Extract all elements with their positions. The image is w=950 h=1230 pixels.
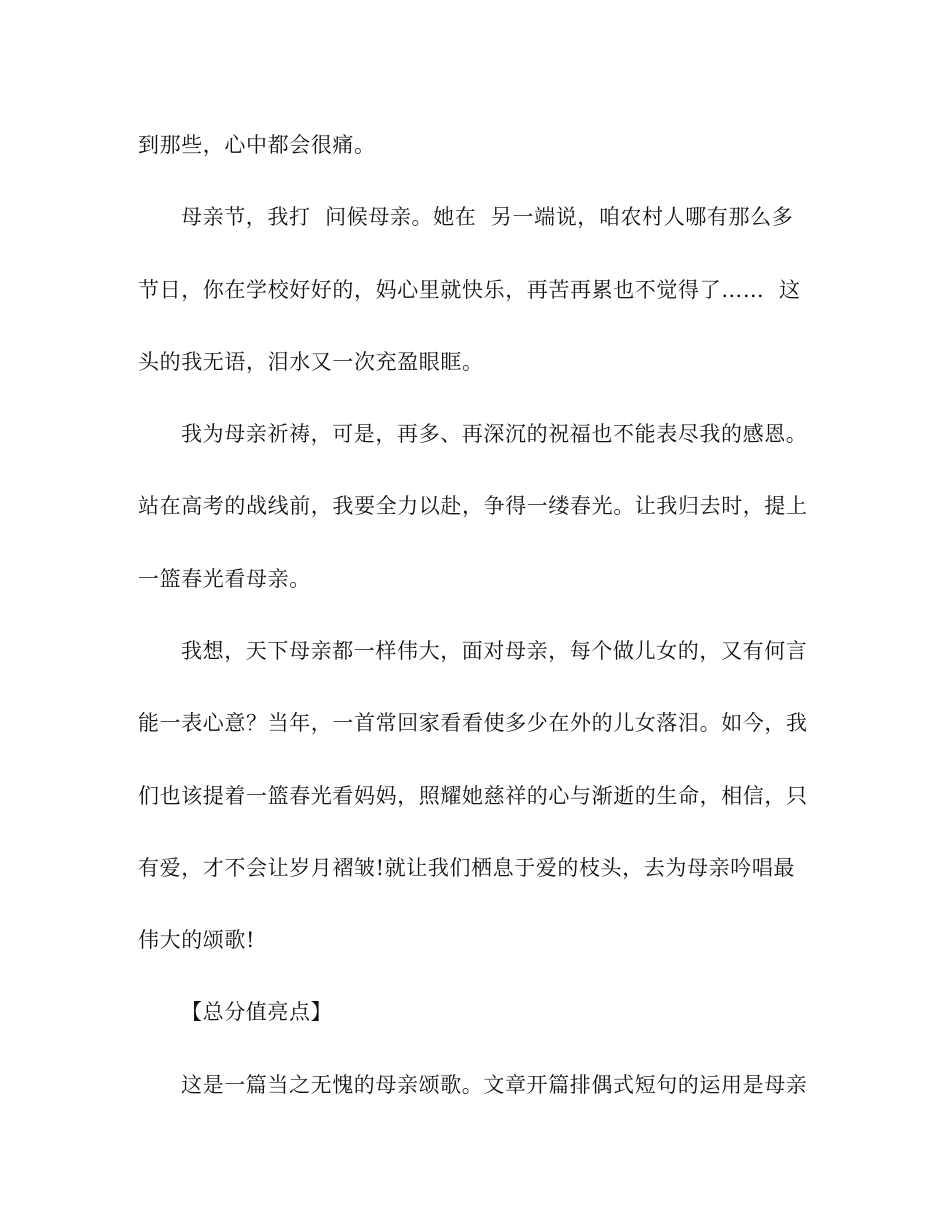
paragraph-start-line: 我为母亲祈祷，可是，再多、再深沉的祝福也不能表尽我的感恩。 [181, 422, 808, 446]
text-line: 节日，你在学校好好的，妈心里就快乐，再苦再累也不觉得了…… 这 [138, 278, 801, 302]
text-line: 头的我无语，泪水又一次充盈眼眶。 [138, 350, 484, 374]
paragraph-start-line: 这是一篇当之无愧的母亲颂歌。文章开篇排偶式短句的运用是母亲 [181, 1073, 808, 1097]
paragraph-start-line: 我想，天下母亲都一样伟大，面对母亲，每个做儿女的，又有何言 [181, 639, 808, 663]
paragraph-start-line: 母亲节，我打 问候母亲。她在 另一端说，咱农村人哪有那么多 [181, 205, 794, 229]
text-line: 有爱，才不会让岁月褶皱!就让我们栖息于爱的枝头，去为母亲吟唱最 [138, 856, 796, 880]
text-line: 们也该提着一篮春光看妈妈，照耀她慈祥的心与渐逝的生命，相信，只 [138, 784, 808, 808]
text-line: 能一表心意？当年，一首常回家看看使多少在外的儿女落泪。如今，我 [138, 711, 808, 735]
text-line: 到那些，心中都会很痛。 [138, 133, 376, 157]
section-heading: 【总分值亮点】 [181, 1000, 333, 1024]
text-line: 站在高考的战线前，我要全力以赴，争得一缕春光。让我归去时，提上 [138, 494, 808, 518]
text-line: 一篮春光看母亲。 [138, 567, 311, 591]
text-line: 伟大的颂歌! [138, 928, 256, 952]
